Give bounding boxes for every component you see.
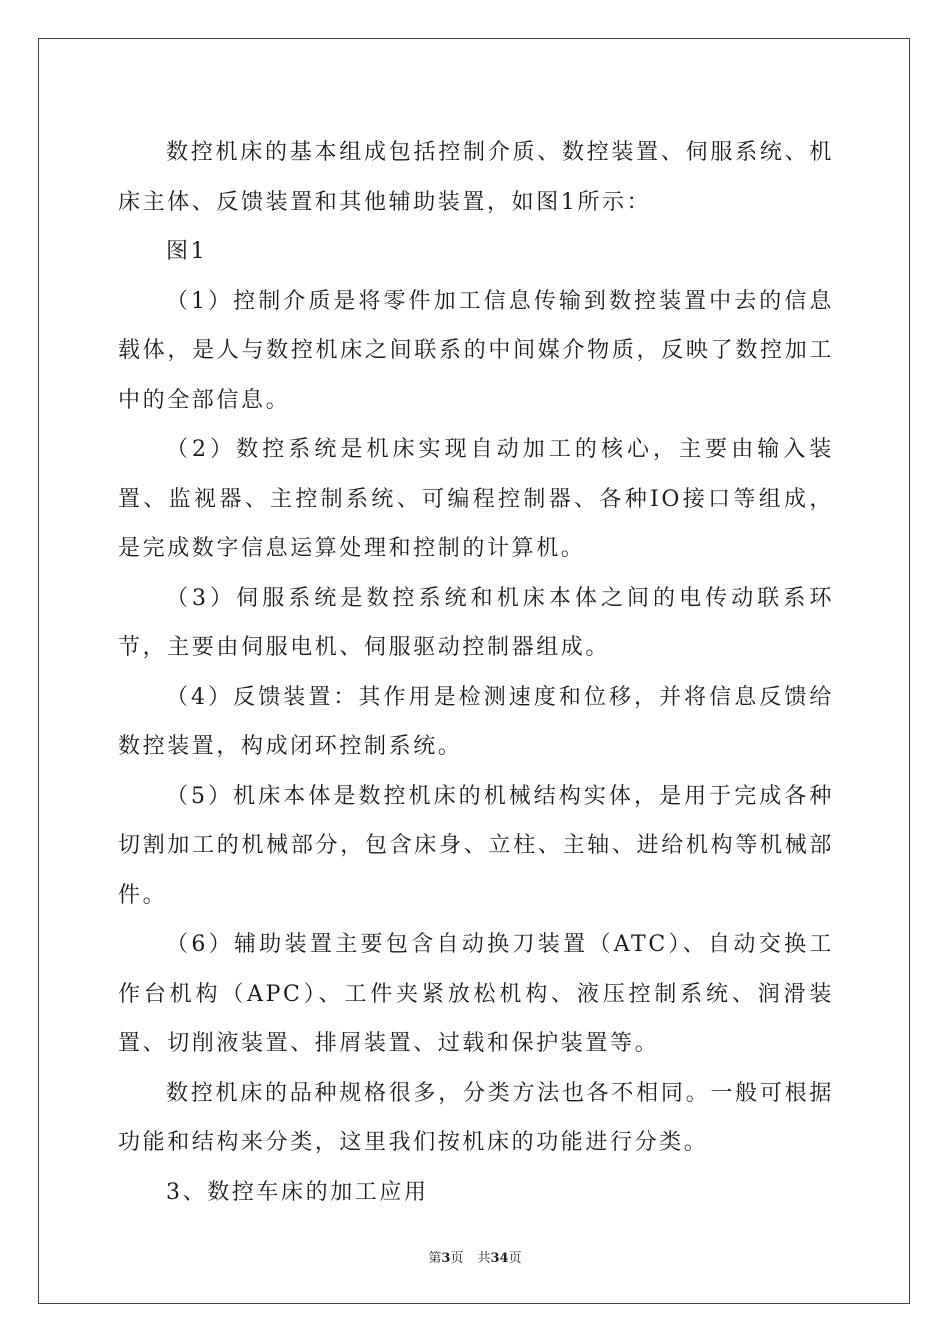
total-prefix: 共 bbox=[477, 1251, 491, 1266]
page-footer bbox=[0, 1247, 950, 1266]
document-body bbox=[118, 128, 834, 1217]
paragraph-machine-body: （5）机床本体是数控机床的机械结构实体，是用于完成各种切割加工的机械部分，包含床身、立柱、主轴、进给机构等机械部件。 bbox=[118, 783, 834, 908]
page-suffix: 页 bbox=[450, 1251, 464, 1266]
paragraph-auxiliary: （6）辅助装置主要包含自动换刀装置（ATC）、自动交换工作台机构（APC）、工件夹紧放松机构、液压控制系统、润滑装置、切削液装置、排屑装置、过载和保护装置等。 bbox=[118, 932, 834, 1056]
figure-caption: 图1 bbox=[166, 239, 208, 264]
paragraph-servo-system: （3）伺服系统是数控系统和机床本体之间的电传动联系环节，主要由伺服电机、伺服驱动控制器组成。 bbox=[118, 585, 834, 660]
page-prefix: 第 bbox=[428, 1251, 442, 1266]
paragraph-nc-system: （2）数控系统是机床实现自动加工的核心，主要由输入装置、监视器、主控制系统、可编程控制器、各种IO接口等组成，是完成数字信息运算处理和控制的计算机。 bbox=[118, 437, 834, 561]
paragraph-intro: 数控机床的基本组成包括控制介质、数控装置、伺服系统、机床主体、反馈装置和其他辅助装置，如图1所示： bbox=[118, 140, 834, 215]
paragraph-classification: 数控机床的品种规格很多，分类方法也各不相同。一般可根据功能和结构来分类，这里我们按机床的功能进行分类。 bbox=[118, 1080, 834, 1155]
total-suffix: 页 bbox=[508, 1251, 522, 1266]
section-heading: 3、数控车床的加工应用 bbox=[166, 1179, 429, 1205]
page-number: 3 bbox=[441, 1251, 451, 1266]
paragraph-control-medium: （1）控制介质是将零件加工信息传输到数控装置中去的信息载体，是人与数控机床之间联系的中间媒介物质，反映了数控加工中的全部信息。 bbox=[118, 288, 834, 413]
total-pages: 34 bbox=[490, 1251, 509, 1266]
paragraph-feedback: （4）反馈装置：其作用是检测速度和位移，并将信息反馈给数控装置，构成闭环控制系统。 bbox=[118, 684, 834, 759]
